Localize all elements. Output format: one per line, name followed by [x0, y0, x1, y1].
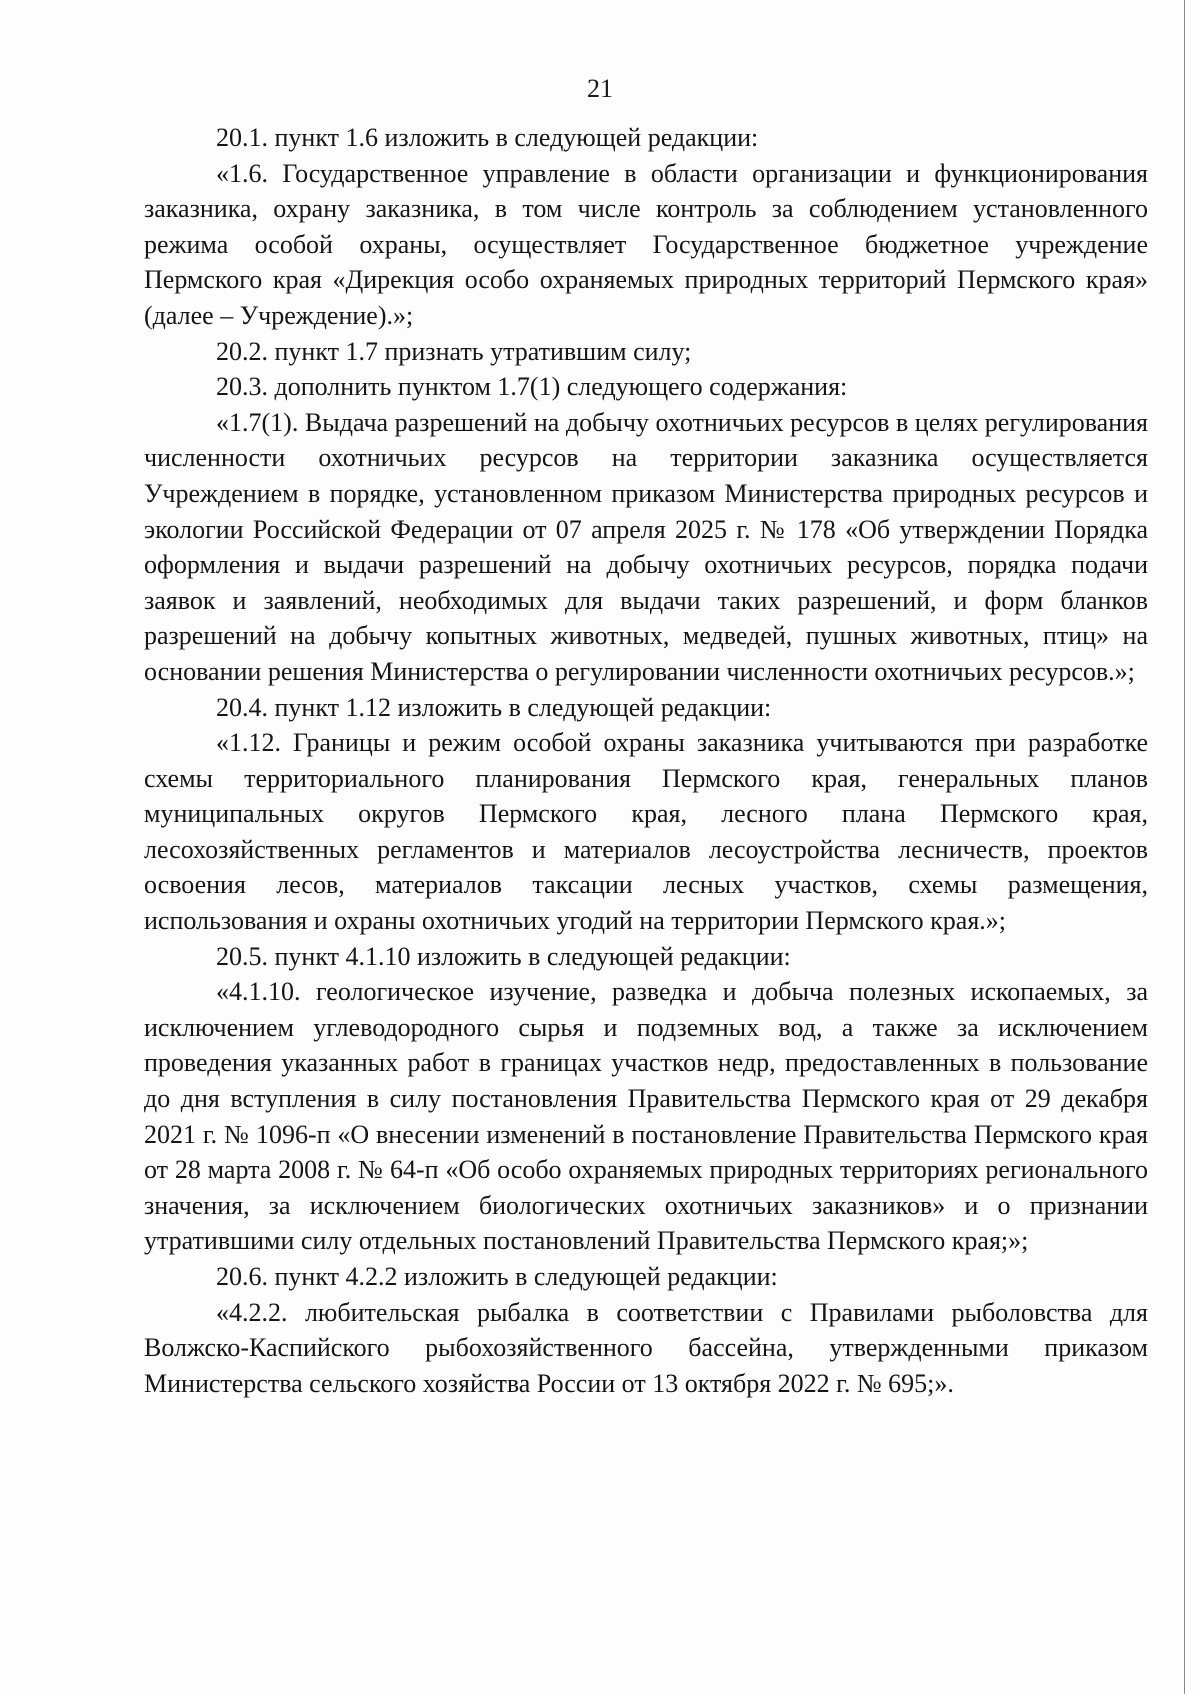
paragraph-4-1-10-text: «4.1.10. геологическое изучение, разведка и добыча полезных ископаемых, за исключением углеводородного сырья и подземных вод, а также за исключением проведения указанных работ в границах участков недр, предоставленных в пользование до дня вступления в силу постановления Правительства Пермского края от 29 декабря 2021 г. № 1096-п «О внесении изменений в постановление Правительства Пермского края от 28 марта 2008 г. № 64-п «Об особо охраняемых природных территориях регионального значения, за исключением биологических охотничьих заказников» и о признании утратившими силу отдельных постановлений Правительства Пермского края;»;: [144, 977, 1148, 1256]
paragraph-20-2: 20.2. пункт 1.7 признать утратившим силу;: [216, 336, 692, 366]
page-edge: [1184, 0, 1185, 1694]
paragraph-20-1: 20.1. пункт 1.6 изложить в следующей редакции:: [216, 123, 759, 152]
paragraph-4-2-2-text: «4.2.2. любительская рыбалка в соответствии с Правилами рыболовства для Волжско-Каспийского рыбохозяйственного бассейна, утвержденными приказом Министерства сельского хозяйства России от 13 октября 2022 г. № 695;».: [144, 1297, 1148, 1398]
paragraph-20-6: 20.6. пункт 4.2.2 изложить в следующей редакции:: [216, 1262, 778, 1291]
page-number: 21: [587, 74, 613, 103]
paragraph-20-3: 20.3. дополнить пунктом 1.7(1) следующего содержания:: [216, 372, 848, 402]
paragraph-1-12-text: «1.12. Границы и режим особой охраны заказника учитываются при разработке схемы территориального планирования Пермского края, генеральных планов муниципальных округов Пермского края, лесного плана Пермского края, лесохозяйственных регламентов и материалов лесоустройства лесничеств, проектов освоения лесов, материалов таксации лесных участков, схемы размещения, использования и охраны охотничьих угодий на территории Пермского края.»;: [144, 728, 1148, 936]
paragraph-1-7-1-text: «1.7(1). Выдача разрешений на добычу охотничьих ресурсов в целях регулирования численности охотничьих ресурсов на территории заказника осуществляется Учреждением в порядке, установленном приказом Министерства природных ресурсов и экологии Российской Федерации от 07 апреля 2025 г. № 178 «Об утверждении Порядка оформления и выдачи разрешений на добычу охотничьих ресурсов, порядка подачи заявок и заявлений, необходимых для выдачи таких разрешений, и форм бланков разрешений на добычу копытных животных, медведей, пушных животных, птиц» на основании решения Министерства о регулировании численности охотничьих ресурсов.»;: [144, 407, 1148, 686]
paragraph-20-4: 20.4. пункт 1.12 изложить в следующей редакции:: [216, 692, 772, 722]
paragraph-1-6-text: «1.6. Государственное управление в области организации и функционирования заказника, охрану заказника, в том числе контроль за соблюдением установленного режима особой охраны, осуществляет Государственное бюджетное учреждение Пермского края «Дирекция особо охраняемых природных территорий Пермского края» (далее – Учреждение).»;: [144, 158, 1148, 330]
paragraph-20-5: 20.5. пункт 4.1.10 изложить в следующей редакции:: [216, 941, 791, 971]
document-body: [144, 120, 1148, 1401]
